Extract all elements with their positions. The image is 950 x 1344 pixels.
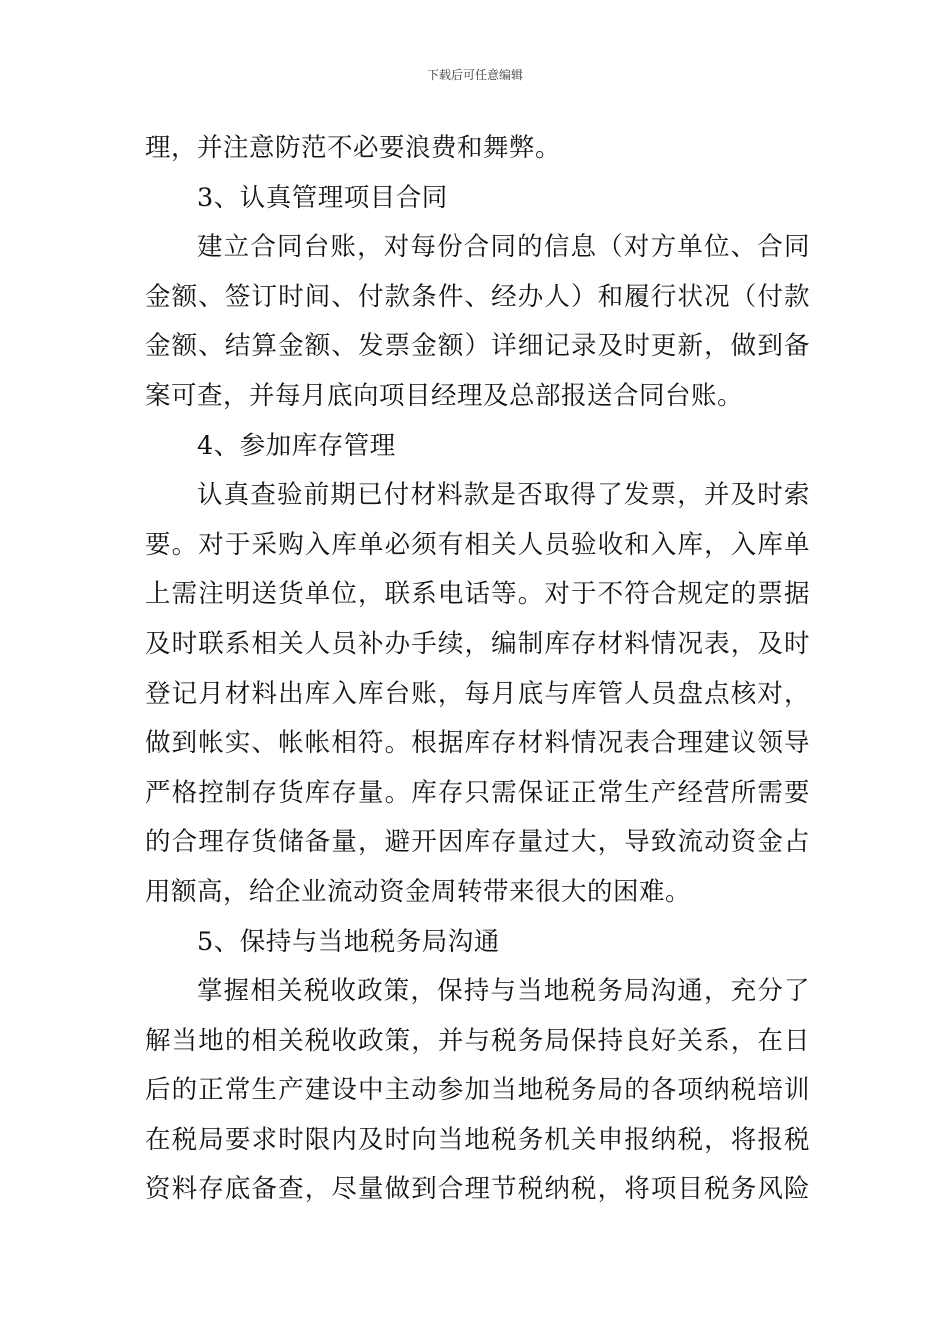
text-line: 资料存底备查，尽量做到合理节税纳税，将项目税务风险 (145, 1174, 810, 1205)
text-line: 理，并注意防范不必要浪费和舞弊。 (145, 133, 562, 163)
section-heading: 3、认真管理项目合同 (197, 182, 448, 213)
text-line: 严格控制存货库存量。库存只需保证正常生产经营所需要 (145, 777, 810, 808)
page-header: 下载后可任意编辑 (426, 68, 523, 82)
text-line: 的合理存货储备量，避开因库存量过大，导致流动资金占 (145, 827, 810, 858)
paragraph-first-line: 掌握相关税收政策，保持与当地税务局沟通，充分了 (197, 976, 810, 1007)
text-line: 登记月材料出库入库台账，每月底与库管人员盘点核对， (145, 678, 810, 709)
text-line: 做到帐实、帐帐相符。根据库存材料情况表合理建议领导 (145, 728, 810, 759)
text-line: 案可查，并每月底向项目经理及总部报送合同台账。 (145, 380, 744, 411)
text-line: 用额高，给企业流动资金周转带来很大的困难。 (145, 876, 692, 907)
paragraph-first-line: 认真查验前期已付材料款是否取得了发票，并及时索 (197, 480, 810, 511)
text-line: 及时联系相关人员补办手续，编制库存材料情况表，及时 (145, 628, 810, 659)
text-line: 金额、结算金额、发票金额）详细记录及时更新，做到备 (145, 331, 810, 362)
text-line: 解当地的相关税收政策，并与税务局保持良好关系，在日 (145, 1025, 810, 1056)
text-line: 要。对于采购入库单必须有相关人员验收和入库，入库单 (145, 529, 810, 560)
text-line: 在税局要求时限内及时向当地税务机关申报纳税，将报税 (145, 1124, 810, 1155)
section-heading: 5、保持与当地税务局沟通 (197, 926, 500, 957)
text-line: 后的正常生产建设中主动参加当地税务局的各项纳税培训 (145, 1075, 810, 1106)
document-body (145, 124, 810, 1215)
section-heading: 4、参加库存管理 (197, 430, 396, 461)
text-line: 上需注明送货单位，联系电话等。对于不符合规定的票据 (145, 579, 810, 610)
paragraph-first-line: 建立合同台账，对每份合同的信息（对方单位、合同 (197, 232, 810, 263)
text-line: 金额、签订时间、付款条件、经办人）和履行状况（付款 (145, 281, 810, 312)
